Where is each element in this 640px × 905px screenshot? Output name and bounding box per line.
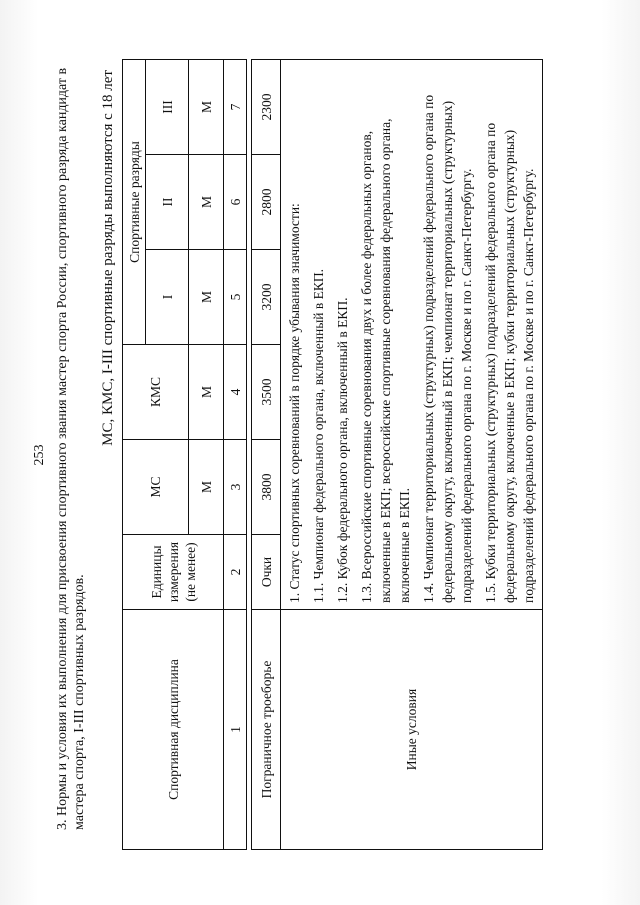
condition-item: 1.1. Чемпионат федерального органа, включенный в ЕКП. [311,268,326,603]
cell-rank-3: 2300 [252,60,281,155]
column-numbers-row [224,60,247,850]
header-ms: МС [123,440,189,535]
column-number: 7 [224,60,247,155]
header-sport-ranks: Спортивные разряды [123,60,146,345]
column-number: 6 [224,155,247,250]
other-conditions-label: Иные условия [281,610,543,850]
condition-item: 1.5. Кубки территориальных (структурных) подразделений федерального органа по федеральному округу, включенные в ЕКП; кубки территориальных (структурных) подразделений федерального органа по г. Москве и по г. Санкт-Петербургу. [483,122,536,603]
header-gender-kms: М [189,345,224,440]
header-rank-1: I [146,250,189,345]
cell-units: Очки [252,535,281,610]
column-number: 4 [224,345,247,440]
cell-discipline: Пограничное троеборье [252,610,281,850]
data-row [252,60,281,850]
header-gender-ms: М [189,440,224,535]
column-number: 1 [224,610,247,850]
intro-paragraph: 3. Нормы и условия их выполнения для присвоения спортивного звания мастер спорта России, спортивного разряда кандидат в мастера спорта, I-III спортивных разрядов. [55,67,87,830]
cell-kms: 3500 [252,345,281,440]
column-number: 5 [224,250,247,345]
condition-item: 1. Статус спортивных соревнований в порядке убывания значимости: [287,203,302,603]
condition-item: 1.4. Чемпионат территориальных (структурных) подразделений федерального органа по федеральному округу, включенный в ЕКП; чемпионат территориальных (структурных) подразделений федерального органа по г. Москве и по г. Санкт-Петербургу. [421,94,474,603]
header-rank-2: II [146,155,189,250]
rotated-page [20,30,620,880]
other-conditions-text [281,60,543,610]
condition-item: 1.3. Всероссийские спортивные соревнования двух и более федеральных органов, включенные в ЕКП; всероссийские спортивные соревнования федерального органа, включенные в ЕКП. [359,118,412,603]
header-rank-3: III [146,60,189,155]
page-number: 253 [32,444,47,466]
header-kms: КМС [123,345,189,440]
header-gender-3: М [189,60,224,155]
column-number: 2 [224,535,247,610]
header-gender-1: М [189,250,224,345]
cell-rank-2: 2800 [252,155,281,250]
cell-ms: 3800 [252,440,281,535]
norms-table [122,59,543,850]
header-gender-2: М [189,155,224,250]
condition-item: 1.2. Кубок федерального органа, включенный в ЕКП. [335,297,350,603]
column-number: 3 [224,440,247,535]
header-row-1 [123,60,146,850]
table-caption: МС, КМС, I-III спортивные разряды выполняются с 18 лет [100,70,116,446]
other-conditions-row [281,60,543,850]
cell-rank-1: 3200 [252,250,281,345]
header-units: Единицы измерения (не менее) [123,535,224,610]
header-discipline: Спортивная дисциплина [123,610,224,850]
